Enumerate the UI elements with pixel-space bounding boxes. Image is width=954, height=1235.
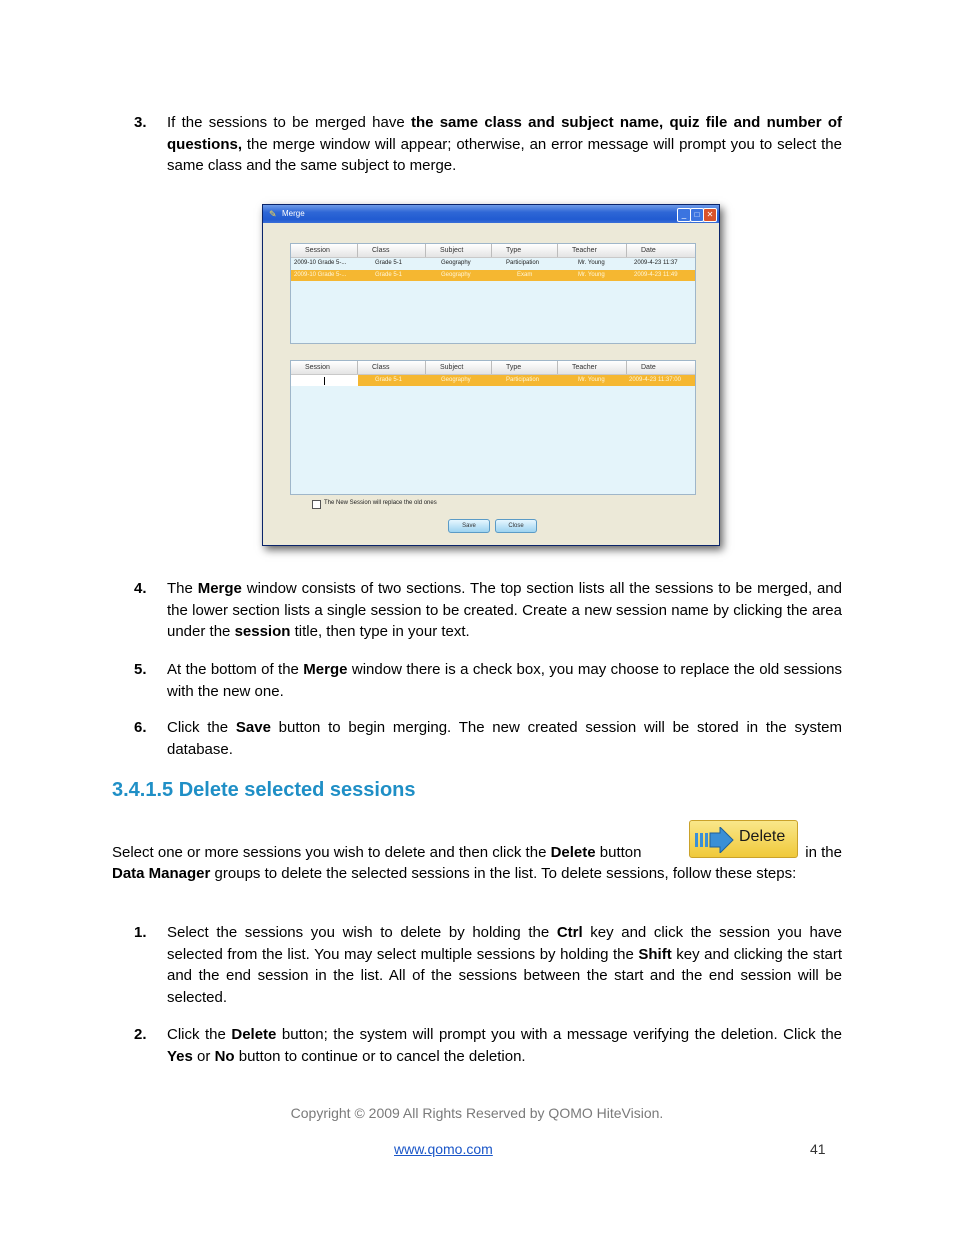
app-icon: ✎ — [269, 209, 277, 219]
website-link[interactable]: www.qomo.com — [394, 1141, 493, 1157]
table-header — [291, 244, 695, 258]
paragraph-step-3: If the sessions to be merged have the same class and subject name, quiz file and number of questions, the merge window will appear; otherwise, an error message will prompt you to select the same class and the same subject to merge. — [167, 114, 842, 175]
column-header[interactable]: Subject — [426, 361, 492, 374]
list-number: 4. — [134, 580, 147, 597]
session-name-input[interactable] — [291, 375, 358, 386]
table-cell: Participation — [506, 260, 540, 266]
close-button[interactable]: Close — [495, 519, 537, 533]
list-number: 6. — [134, 719, 147, 736]
minimize-icon[interactable]: _ — [677, 208, 691, 222]
column-header[interactable]: Class — [358, 361, 426, 374]
paragraph-step-5: At the bottom of the Merge window there is a check box, you may choose to replace the old sessions with the new one. — [167, 661, 842, 700]
paragraph-step-4: The Merge window consists of two sections. The top section lists all the sessions to be merged, and the lower section lists a single session to be created. Create a new session name by clicking the area under the session title, then type in your text. — [167, 580, 842, 641]
table-cell: 2009-4-23 11:37 — [634, 260, 678, 266]
table-cell: Geography — [441, 272, 471, 278]
table-cell: Participation — [506, 377, 540, 383]
new-session-table — [290, 360, 696, 495]
table-row-new-session[interactable] — [291, 375, 695, 386]
merge-window-screenshot — [262, 204, 720, 546]
table-row[interactable] — [291, 258, 695, 269]
paragraph-delete-step-1: Select the sessions you wish to delete by holding the Ctrl key and click the session you have selected from the list. You may select multiple sessions by holding the Shift key and clicking the start and the end session in the list. All of the sessions between the start and the end session will be selected. — [167, 924, 842, 1006]
delete-button-image — [689, 820, 798, 858]
list-number: 1. — [134, 924, 147, 941]
window-title: Merge — [282, 209, 305, 218]
column-header[interactable]: Teacher — [558, 361, 627, 374]
table-cell: Grade 5-1 — [375, 377, 403, 383]
close-icon[interactable]: ✕ — [703, 208, 717, 222]
window-title-bar — [263, 205, 719, 223]
page-number: 41 — [810, 1141, 826, 1157]
table-cell: Mr. Young — [578, 377, 605, 383]
table-row-selected[interactable] — [291, 270, 695, 281]
copyright-text: Copyright © 2009 All Rights Reserved by QOMO HiteVision. — [290, 1105, 664, 1121]
maximize-icon[interactable]: □ — [690, 208, 704, 222]
column-header[interactable]: Type — [492, 244, 558, 257]
column-header[interactable]: Date — [641, 364, 656, 371]
table-cell: Geography — [441, 377, 471, 383]
intro-text-line: Select one or more sessions you wish to delete and then click the Delete button — [112, 844, 642, 861]
save-button[interactable]: Save — [448, 519, 490, 533]
table-cell: 2009-10 Grade 5-... — [294, 272, 347, 278]
paragraph-delete-step-2: Click the Delete button; the system will prompt you with a message verifying the deletion. Click the Yes or No button to continue or to cancel the deletion. — [167, 1026, 843, 1065]
column-header[interactable]: Type — [492, 361, 558, 374]
column-header[interactable]: Session — [291, 361, 358, 374]
column-header[interactable]: Teacher — [558, 244, 627, 257]
table-cell: 2009-4-23 11:37:00 — [629, 377, 681, 383]
intro-text-body: Data Manager groups to delete the selected sessions in the list. To delete sessions, follow these steps: — [112, 865, 797, 882]
table-cell: Mr. Young — [578, 260, 605, 266]
table-cell: Mr. Young — [578, 272, 605, 278]
table-cell: 2009-10 Grade 5-... — [294, 260, 347, 266]
list-number: 2. — [134, 1026, 147, 1043]
table-cell: Grade 5-1 — [375, 260, 403, 266]
checkbox-label: The New Session will replace the old ones — [324, 500, 437, 506]
column-header[interactable]: Session — [291, 244, 358, 257]
table-cell: Exam — [517, 272, 533, 278]
column-header[interactable]: Date — [641, 247, 656, 254]
table-cell: Geography — [441, 260, 471, 266]
replace-sessions-checkbox[interactable] — [312, 500, 321, 509]
sessions-to-merge-table — [290, 243, 696, 344]
text-cursor — [324, 377, 325, 385]
section-heading: 3.4.1.5 Delete selected sessions — [112, 779, 416, 801]
arrow-icon — [694, 827, 734, 853]
table-header — [291, 361, 695, 375]
column-header[interactable]: Subject — [426, 244, 492, 257]
delete-label: Delete — [739, 828, 786, 845]
column-header[interactable]: Class — [358, 244, 426, 257]
intro-text-tail: in the — [805, 844, 842, 861]
table-cell: 2009-4-23 11:49 — [634, 272, 678, 278]
list-number: 3. — [134, 114, 147, 131]
table-cell: Grade 5-1 — [375, 272, 403, 278]
paragraph-step-6: Click the Save button to begin merging. The new created session will be stored in the system database. — [167, 719, 843, 758]
list-number: 5. — [134, 661, 147, 678]
